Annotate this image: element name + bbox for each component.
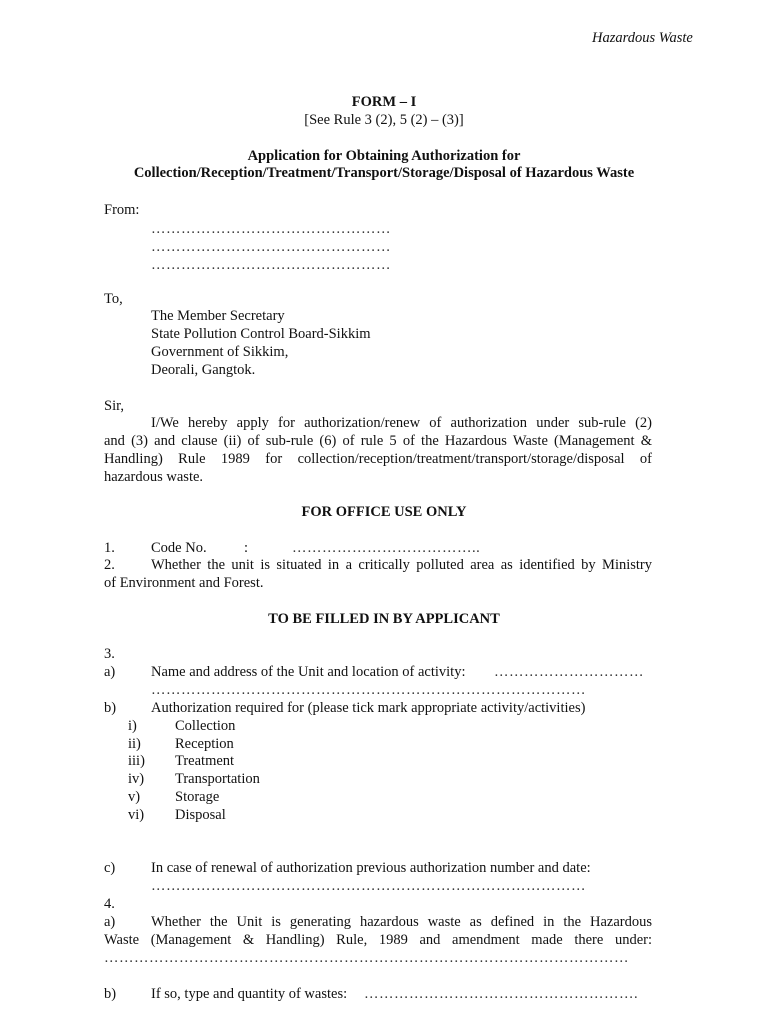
form-title: FORM – I — [351, 94, 417, 110]
activity-treatment[interactable]: Treatment — [175, 753, 235, 769]
from-blank-line[interactable]: ………………………………………… — [151, 221, 391, 237]
item-2-number: 2. — [104, 557, 115, 573]
item-4b-label: b) — [104, 986, 117, 1002]
to-address-line: The Member Secretary — [151, 308, 285, 324]
item-4a-label: a) — [104, 914, 116, 930]
item-4b-text: If so, type and quantity of wastes: — [151, 986, 348, 1002]
item-4b-field[interactable]: ………………………………………………. — [364, 986, 639, 1002]
item-2-text-line-1: Whether the unit is situated in a critically polluted area as identified by Ministry — [151, 557, 652, 573]
activity-transportation[interactable]: Transportation — [175, 771, 260, 787]
code-no-field[interactable]: ……………………………….. — [292, 540, 481, 556]
from-blank-line[interactable]: ………………………………………… — [151, 257, 391, 273]
code-no-label: Code No. — [151, 540, 207, 556]
activity-number: vi) — [128, 807, 145, 823]
form-heading-line-2: Collection/Reception/Treatment/Transport/Storage/Disposal of Hazardous Waste — [133, 165, 635, 181]
salutation: Sir, — [104, 398, 124, 414]
rule-reference: [See Rule 3 (2), 5 (2) – (3)] — [304, 112, 464, 128]
item-3a-field[interactable]: ………………………… — [494, 664, 644, 680]
activity-number: iii) — [128, 753, 145, 769]
letter-body-line: hazardous waste. — [104, 469, 204, 485]
item-3a-text: Name and address of the Unit and location of activity: — [151, 664, 466, 680]
item-4-number: 4. — [104, 896, 115, 912]
activity-number: iv) — [128, 771, 145, 787]
item-4a-text-line-2: Waste (Management & Handling) Rule, 1989 and amendment made there under: — [104, 932, 652, 948]
letter-body-line: and (3) and clause (ii) of sub-rule (6) of rule 5 of the Hazardous Waste (Management & — [104, 433, 652, 449]
to-address-line: State Pollution Control Board-Sikkim — [151, 326, 371, 342]
item-3b-label: b) — [104, 700, 117, 716]
from-blank-line[interactable]: ………………………………………… — [151, 239, 391, 255]
code-no-colon: : — [244, 540, 249, 556]
activity-reception[interactable]: Reception — [175, 736, 234, 752]
item-3-number: 3. — [104, 646, 115, 662]
activity-disposal[interactable]: Disposal — [175, 807, 226, 823]
form-heading-line-1: Application for Obtaining Authorization for — [247, 148, 521, 164]
to-address-line: Deorali, Gangtok. — [151, 362, 256, 378]
letter-body-line: Handling) Rule 1989 for collection/reception/treatment/transport/storage/disposal of — [104, 451, 652, 467]
activity-number: i) — [128, 718, 137, 734]
from-label: From: — [104, 202, 140, 218]
activity-collection[interactable]: Collection — [175, 718, 236, 734]
to-label: To, — [104, 291, 123, 307]
activity-number: ii) — [128, 736, 141, 752]
item-2-text-line-2: of Environment and Forest. — [104, 575, 264, 591]
item-4a-field[interactable]: …………………………………………………………………………………………… — [104, 950, 629, 966]
item-1-number: 1. — [104, 540, 115, 556]
running-header: Hazardous Waste — [592, 30, 693, 46]
to-address-line: Government of Sikkim, — [151, 344, 289, 360]
activity-storage[interactable]: Storage — [175, 789, 220, 805]
applicant-heading: TO BE FILLED IN BY APPLICANT — [268, 611, 500, 627]
item-3b-text: Authorization required for (please tick mark appropriate activity/activities) — [151, 700, 586, 716]
item-3a-label: a) — [104, 664, 116, 680]
item-3a-field-line-2[interactable]: …………………………………………………………………………… — [151, 682, 586, 698]
item-3c-text: In case of renewal of authorization previous authorization number and date: — [151, 860, 591, 876]
letter-body-line: I/We hereby apply for authorization/renew of authorization under sub-rule (2) — [151, 415, 652, 431]
item-3c-label: c) — [104, 860, 116, 876]
item-3c-field[interactable]: …………………………………………………………………………… — [151, 878, 586, 894]
office-use-heading: FOR OFFICE USE ONLY — [301, 504, 467, 520]
activity-number: v) — [128, 789, 141, 805]
item-4a-text-line-1: Whether the Unit is generating hazardous waste as defined in the Hazardous — [151, 914, 652, 930]
